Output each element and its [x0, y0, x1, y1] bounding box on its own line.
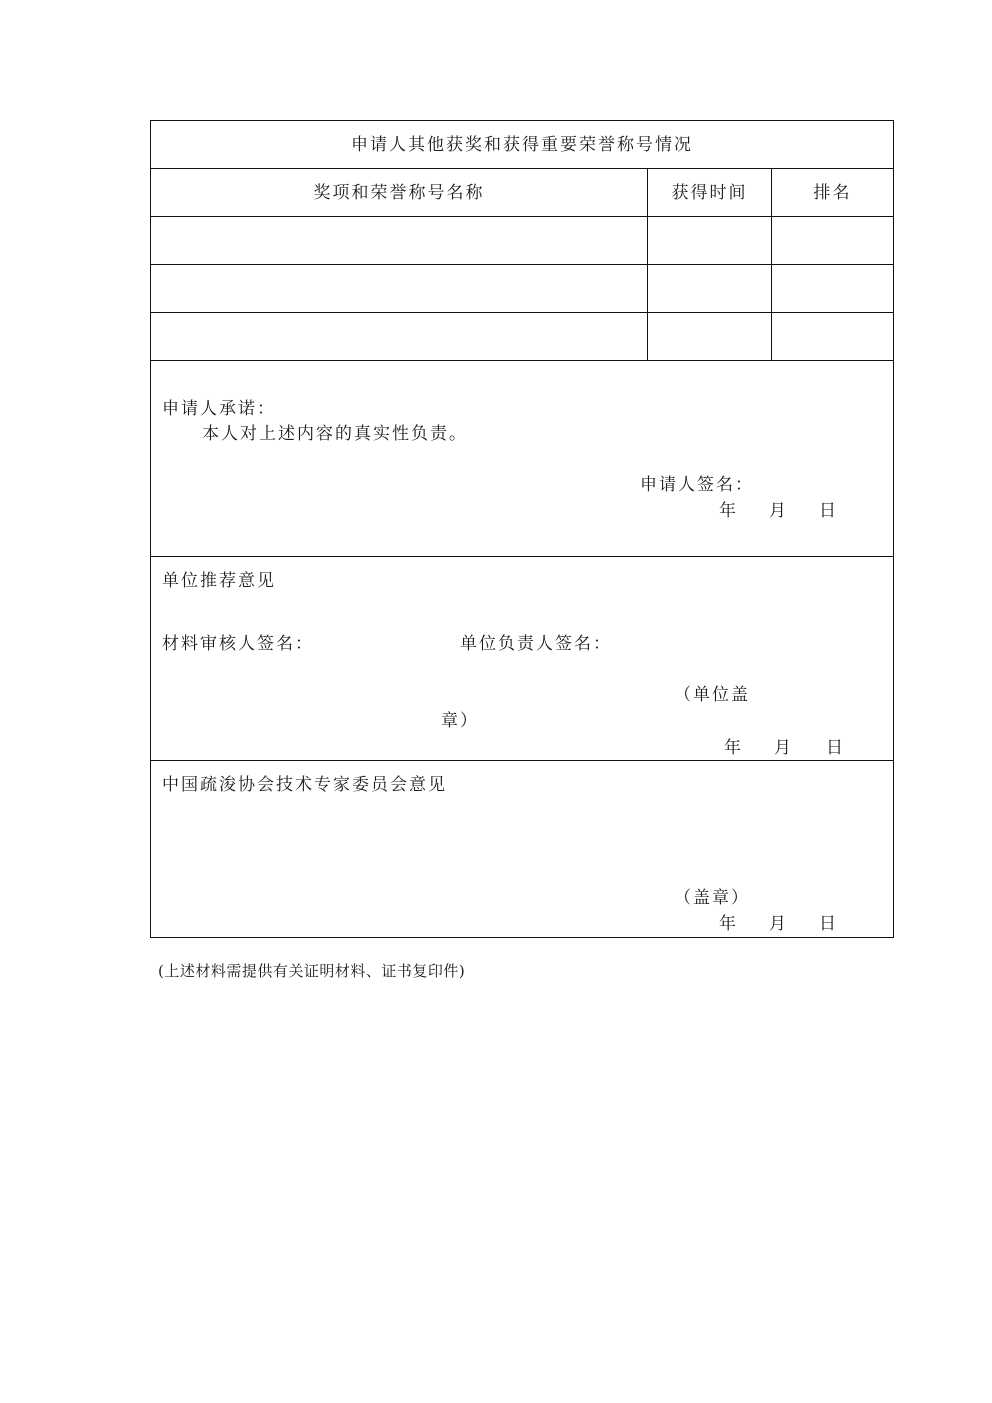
award-rank-cell[interactable] — [771, 265, 893, 312]
awards-header-row — [151, 169, 893, 217]
leader-signature-label: 单位负责人签名： — [460, 634, 612, 654]
reviewer-signature-label: 材料审核人签名： — [162, 634, 314, 654]
committee-section — [151, 761, 893, 937]
awards-title-row — [151, 121, 893, 169]
commitment-statement: 本人对上述内容的真实性负责。 — [202, 424, 468, 444]
award-name-cell[interactable] — [151, 313, 647, 360]
committee-date-month: 月 — [769, 914, 788, 934]
commitment-heading: 申请人承诺： — [162, 399, 276, 419]
column-header-rank: 排名 — [813, 182, 852, 203]
committee-heading: 中国疏浚协会技术专家委员会意见 — [162, 775, 447, 795]
committee-date-day: 日 — [819, 914, 838, 934]
unit-seal-text-part2: 章） — [441, 711, 479, 731]
awards-section-title: 申请人其他获奖和获得重要荣誉称号情况 — [351, 134, 693, 155]
committee-date-year: 年 — [719, 914, 738, 934]
unit-date-month: 月 — [774, 738, 793, 758]
award-date-cell[interactable] — [647, 265, 771, 312]
footnote: (上述材料需提供有关证明材料、证书复印件) — [158, 962, 466, 980]
column-header-date: 获得时间 — [671, 182, 748, 203]
header-cell-date — [647, 169, 771, 216]
table-row — [151, 265, 893, 313]
unit-recommendation-heading: 单位推荐意见 — [162, 571, 276, 591]
applicant-signature-label: 申请人签名： — [640, 475, 754, 495]
committee-seal-text: （盖章） — [674, 888, 750, 908]
awards-form-table — [150, 120, 894, 938]
unit-recommendation-section — [151, 557, 893, 761]
header-cell-rank — [771, 169, 893, 216]
award-rank-cell[interactable] — [771, 313, 893, 360]
award-date-cell[interactable] — [647, 313, 771, 360]
unit-seal-text-part1: （单位盖 — [674, 685, 750, 705]
header-cell-award-name — [151, 169, 647, 216]
commitment-date-year: 年 — [719, 501, 738, 521]
award-name-cell[interactable] — [151, 265, 647, 312]
column-header-award-name: 奖项和荣誉称号名称 — [313, 182, 485, 203]
award-date-cell[interactable] — [647, 217, 771, 264]
commitment-section — [151, 361, 893, 557]
table-row — [151, 313, 893, 361]
unit-date-year: 年 — [724, 738, 743, 758]
award-rank-cell[interactable] — [771, 217, 893, 264]
award-name-cell[interactable] — [151, 217, 647, 264]
unit-date-day: 日 — [826, 738, 845, 758]
table-row — [151, 217, 893, 265]
commitment-date-day: 日 — [819, 501, 838, 521]
commitment-date-month: 月 — [769, 501, 788, 521]
